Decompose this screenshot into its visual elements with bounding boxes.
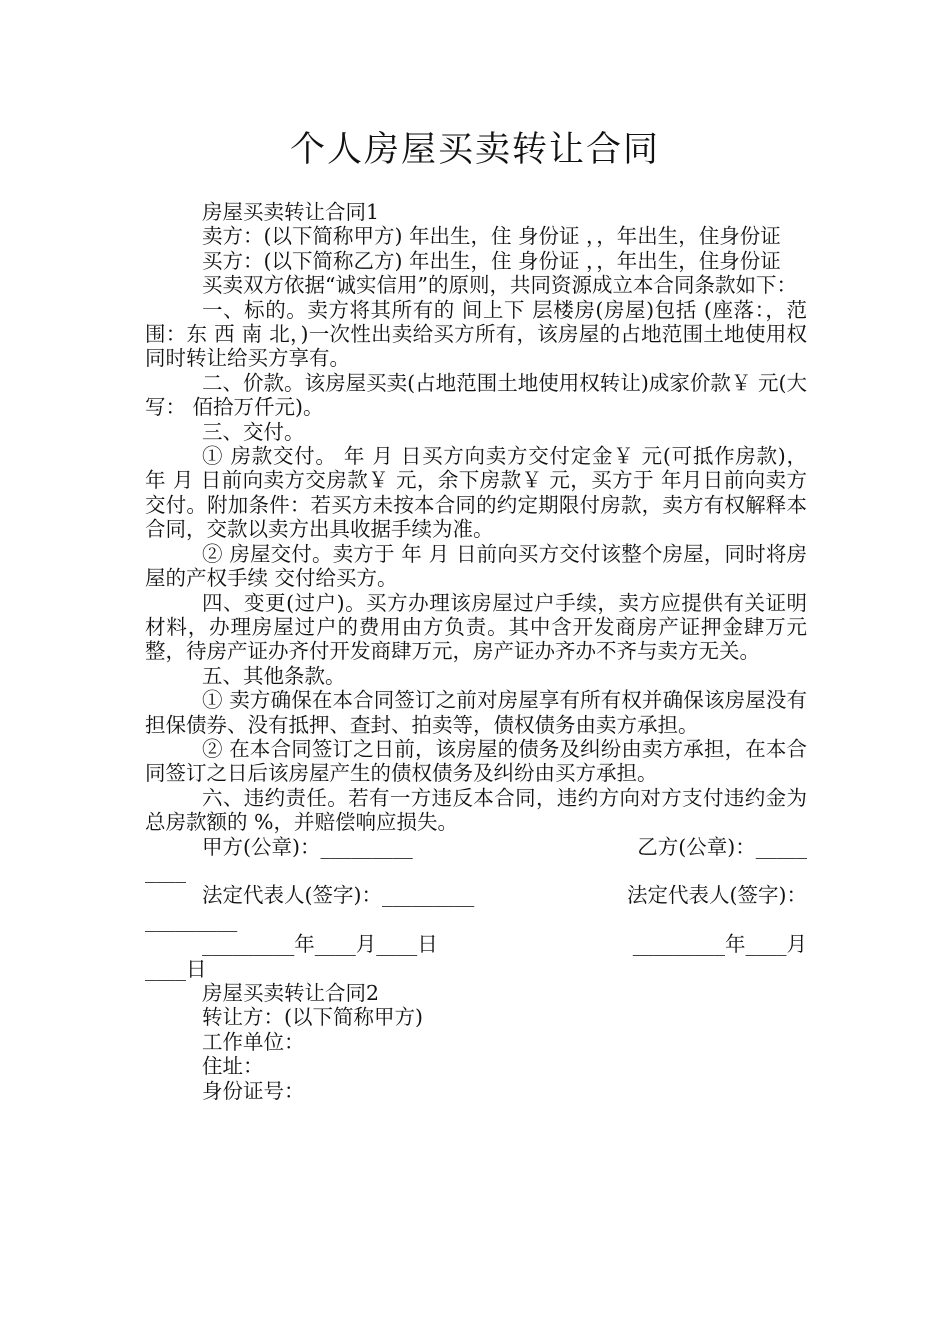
id-number-line: 身份证号： bbox=[202, 1078, 305, 1103]
clause-payment: ① 房款交付。 年 月 日买方向卖方交付定金￥ 元(可抵作房款)， 年 月 日前向卖方交房款￥ 元，余下房款￥ 元，买方于 年月日前向卖方交付。附加条件：若买方未按本合同的约定期限付房款，卖方有权解释本合同，交款以卖方出具收据手续为准。 bbox=[145, 444, 807, 542]
document-body bbox=[145, 200, 807, 1103]
clause-price: 二、价款。该房屋买卖(占地范围土地使用权转让)成家价款￥ 元(大写： 佰拾万仟元)。 bbox=[145, 370, 807, 420]
representative-row bbox=[145, 883, 807, 907]
clause-other-heading: 五、其他条款。 bbox=[202, 663, 346, 688]
buyer-info: 买方：(以下简称乙方) 年出生，住 身份证 ，，年出生，住身份证 bbox=[202, 248, 781, 273]
clause-house-delivery: ② 房屋交付。卖方于 年 月 日前向买方交付该整个房屋，同时将房屋的产权手续 交付给买方。 bbox=[145, 541, 807, 591]
clause-liability: 六、违约责任。若有一方违反本合同，违约方向对方支付违约金为总房款额的 %，并赔偿响应损失。 bbox=[145, 785, 807, 835]
party-b-seal: 乙方(公章)：_____ bbox=[637, 834, 807, 859]
clause-subject: 一、标的。卖方将其所有的 间上下 层楼房(房屋)包括 (座落：，范围：东 西 南 北，)一次性出卖给买方所有，该房屋的占地范围土地使用权同时转让给买方享有。 bbox=[145, 297, 807, 371]
document-title: 个人房屋买卖转让合同 bbox=[289, 130, 660, 170]
transferor-line: 转让方：(以下简称甲方) bbox=[202, 1005, 423, 1030]
seal-row bbox=[145, 835, 807, 859]
preamble: 买卖双方依据“诚实信用”的原则，共同资源成立本合同条款如下： bbox=[202, 273, 797, 298]
party-b-seal-continuation: ____ bbox=[145, 858, 186, 883]
date-b: _________年____月 bbox=[632, 932, 807, 957]
contract2-heading: 房屋买卖转让合同2 bbox=[202, 980, 380, 1005]
date-a: _________年____月____日 bbox=[202, 932, 438, 957]
clause-ownership: ① 卖方确保在本合同签订之前对房屋享有所有权并确保该房屋没有担保债券、没有抵押、查封、拍卖等，债权债务由卖方承担。 bbox=[145, 688, 807, 737]
clause-transfer: 四、变更(过户)。买方办理该房屋过户手续，卖方应提供有关证明材料，办理房屋过户的费用由方负责。其中含开发商房产证押金肆万元整，待房产证办齐付开发商肆万元，房产证办齐办不齐与卖方无关。 bbox=[145, 590, 807, 664]
rep-b-signature: 法定代表人(签字)： bbox=[627, 883, 807, 908]
date-row bbox=[145, 932, 807, 956]
work-unit-line: 工作单位： bbox=[202, 1029, 305, 1054]
rep-b-signature-continuation: _________ bbox=[145, 907, 238, 932]
date-b-continuation: ____日 bbox=[145, 956, 207, 981]
seller-info: 卖方：(以下简称甲方) 年出生，住 身份证 ，，年出生，住身份证 bbox=[202, 224, 781, 249]
clause-debts: ② 在本合同签订之日前，该房屋的债务及纠纷由卖方承担，在本合同签订之日后该房屋产生的债权债务及纠纷由买方承担。 bbox=[145, 736, 807, 786]
party-a-seal: 甲方(公章)：_________ bbox=[202, 834, 413, 859]
contract1-heading: 房屋买卖转让合同1 bbox=[202, 200, 380, 224]
rep-a-signature: 法定代表人(签字)：_________ bbox=[202, 883, 475, 908]
clause-delivery-heading: 三、交付。 bbox=[202, 419, 305, 444]
address-line: 住址： bbox=[202, 1054, 264, 1079]
